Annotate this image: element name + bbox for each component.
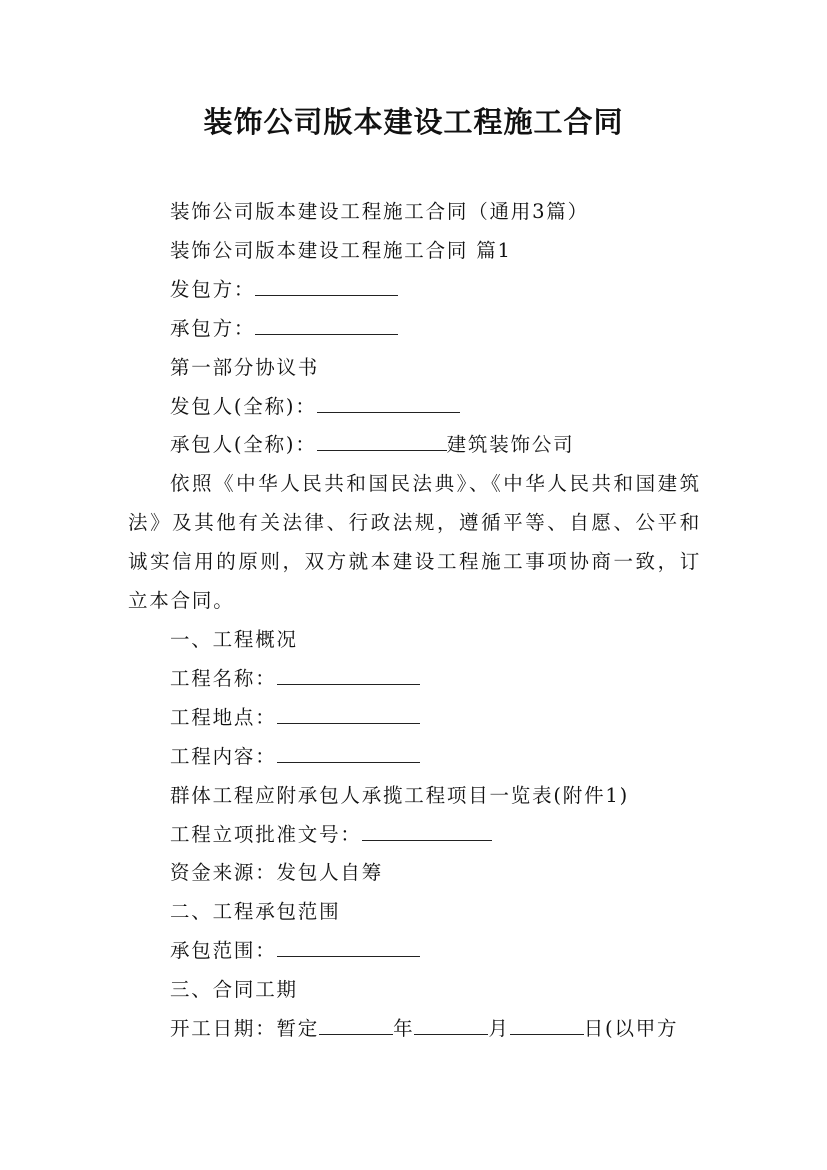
field-label: 工程立项批准文号：	[170, 822, 362, 846]
paragraph-project-overview-heading: 一、工程概况	[170, 627, 298, 651]
blank-line	[319, 1014, 393, 1035]
day-label: 日(以甲方	[583, 1017, 679, 1041]
field-party-a	[128, 271, 701, 310]
blank-line	[255, 313, 398, 334]
field-label: 承包方：	[170, 316, 256, 340]
field-contract-scope	[128, 932, 701, 971]
blank-line	[277, 741, 420, 762]
field-label: 发包人(全称)：	[170, 394, 317, 418]
field-label: 开工日期：暂定	[170, 1017, 320, 1041]
document-body	[128, 193, 701, 1049]
field-label: 工程地点：	[170, 705, 277, 729]
paragraph-legal-basis: 依照《中华人民共和国民法典》、《中华人民共和国建筑法》及其他有关法律、行政法规，遵循平等、自愿、公平和诚实信用的原则，双方就本建设工程施工事项协商一致，订立本合同。	[128, 472, 701, 613]
field-suffix: 建筑装饰公司	[446, 433, 575, 457]
field-party-b	[128, 310, 701, 349]
field-label: 承包人(全称)：	[170, 433, 317, 457]
paragraph-subtitle: 装饰公司版本建设工程施工合同（通用3篇）	[170, 200, 589, 223]
field-project-location	[128, 699, 701, 738]
blank-line	[362, 819, 492, 840]
field-label: 工程内容：	[170, 744, 277, 768]
year-label: 年	[393, 1017, 415, 1041]
blank-line	[317, 391, 460, 412]
month-label: 月	[488, 1017, 510, 1041]
paragraph-scope-heading: 二、工程承包范围	[170, 900, 341, 924]
field-contractor-full-name	[128, 426, 701, 465]
blank-line	[510, 1014, 584, 1035]
paragraph-duration-heading: 三、合同工期	[170, 978, 298, 1002]
blank-line	[277, 702, 420, 723]
field-label: 发包方：	[170, 277, 256, 301]
blank-line	[255, 274, 398, 295]
paragraph-part-one: 第一部分协议书	[170, 355, 320, 379]
field-project-name	[128, 660, 701, 699]
blank-line	[277, 663, 420, 684]
blank-line	[317, 430, 447, 451]
field-employer-full-name	[128, 388, 701, 427]
document-title: 装饰公司版本建设工程施工合同	[203, 105, 624, 139]
field-project-content	[128, 738, 701, 777]
blank-line	[414, 1014, 488, 1035]
field-label: 工程名称：	[170, 666, 277, 690]
paragraph-group-project-note: 群体工程应附承包人承揽工程项目一览表(附件1)	[170, 783, 630, 807]
field-label: 承包范围：	[170, 939, 277, 963]
blank-line	[277, 936, 420, 957]
field-start-date	[128, 1010, 701, 1049]
paragraph-funding-source: 资金来源：发包人自筹	[170, 861, 384, 885]
field-approval-number	[128, 816, 701, 855]
paragraph-section-heading: 装饰公司版本建设工程施工合同 篇1	[170, 238, 512, 262]
